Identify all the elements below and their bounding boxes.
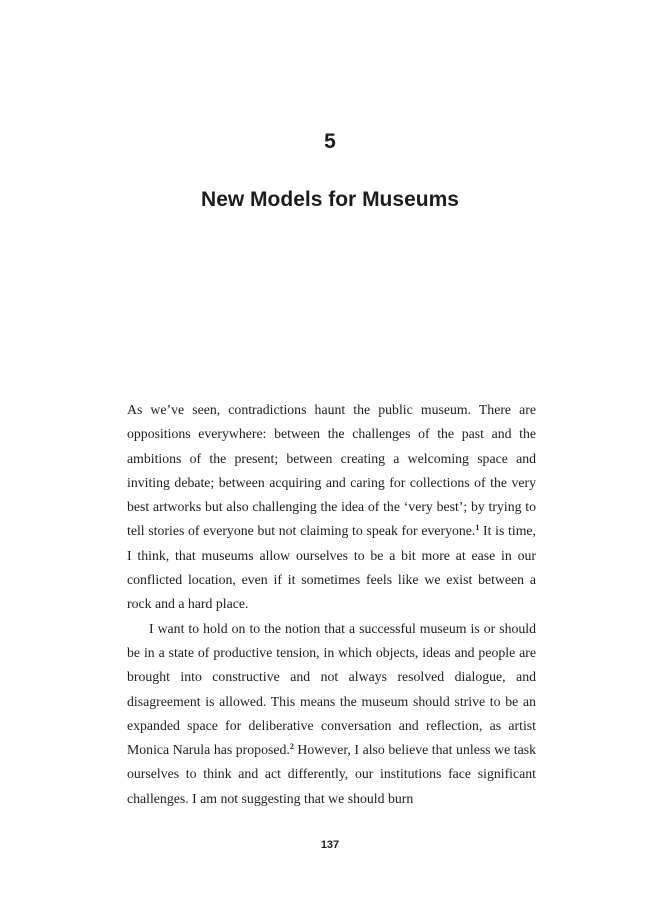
paragraph-text: I want to hold on to the notion that a successful museum is or should be in a state of productive tension, in which objects, ideas and people are brought into constructive and not always resolved dialogue, and disagreement is allowed. This means the museum should strive to be an expanded space for deliberative conversation and reflection, as artist Monica Narula has proposed.: [127, 620, 536, 758]
body-text: [127, 398, 536, 811]
paragraph-text: However, I also believe that unless we task ourselves to think and act differently, our institutions face significant challenges. I am not suggesting that we should burn: [127, 742, 537, 806]
paragraph: [127, 398, 536, 617]
chapter-title: New Models for Museums: [201, 188, 459, 211]
paragraph-text: As we’ve seen, contradictions haunt the public museum. There are oppositions everywhere: between the challenges of the past and the ambitions of the present; between creating a welcoming space and inviting debate; between acquiring and caring for collections of the very best artworks but also challenging the idea of the ‘very best’; by trying to tell stories of everyone but not claiming to speak for everyone.: [127, 402, 536, 539]
chapter-number: 5: [324, 130, 336, 153]
footnote-marker[interactable]: 1: [475, 523, 480, 533]
footnote-marker[interactable]: 2: [289, 742, 294, 752]
page-number: 137: [320, 839, 340, 851]
paragraph-text: It is time, I think, that museums allow ourselves to be a bit more at ease in our conflicted location, even if it sometimes feels like we exist between a rock and a hard place.: [127, 523, 537, 612]
paragraph: [127, 617, 536, 811]
